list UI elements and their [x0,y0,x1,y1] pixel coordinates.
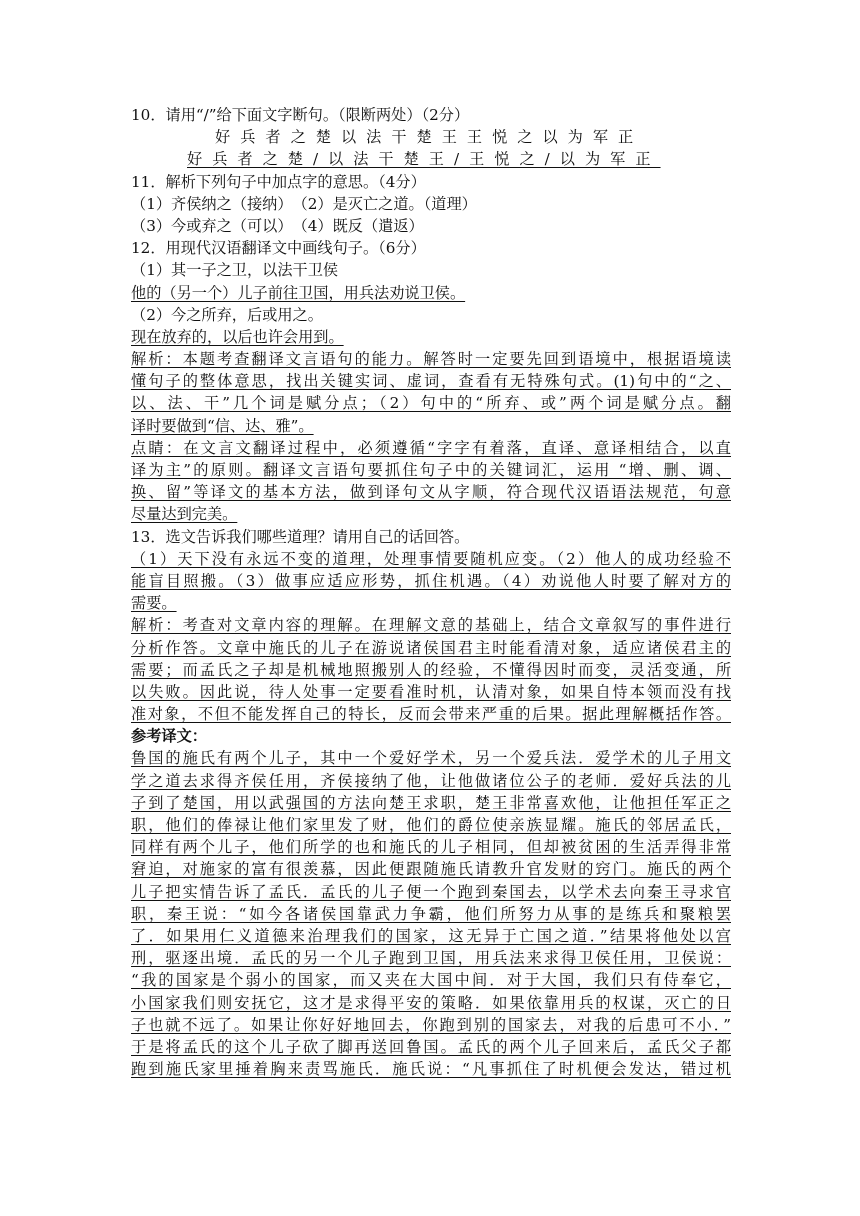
q10-answer [131,148,731,170]
translation-line: 子也就不远了。如果让你好好地回去，你跑到别的国家去，对我的后患可不小．” [131,1015,731,1034]
translation-line: 子到了楚国，用以武强国的方法向楚王求职，楚王非常喜欢他，让他担任军正之 [131,793,731,812]
q12-question: 12．用现代汉语翻译文中画线句子。（6分） [131,239,426,258]
q10-question: 10．请用“/”给下面文字断句。（限断两处）（2分） [131,106,470,124]
q13-answer-line [131,592,731,614]
q12-answer-1-text: 他的（另一个）儿子前往卫国，用兵法劝说卫侯。 [131,283,466,302]
q10-answer-text: 好兵者之楚/以法干楚王/王悦之/以为军正 [187,150,661,169]
translation-line: 鲁国的施氏有两个儿子，其中一个爱好学术，另一个爱兵法．爱学术的儿子用文 [131,749,731,768]
q12-answer-2 [131,326,731,348]
q13-answer-last: 需要。 [131,594,177,613]
q13-analysis-line: 准对象，不但不能发挥自己的特长，反而会带来严重的后果。据此理解概括作答。 [131,705,731,724]
translation-line: 职，秦王说：“如今各诸侯国靠武力争霸，他们所努力从事的是练兵和聚粮罢 [131,904,731,923]
document-page [131,104,731,1080]
q13-analysis-line: 需要；而孟氏之子却是机械地照搬别人的经验，不懂得因时而变，灵活变通，所 [131,660,731,679]
translation-heading: 参考译文： [131,727,207,746]
translation-line: 学之道去求得齐侯任用，齐侯接纳了他，让他做诸位公子的老师．爱好兵法的儿 [131,771,731,790]
q13-answer-line: 能盲目照搬。（3）做事应适应形势，抓住机遇。（4）劝说他人时要了解对方的 [131,571,731,590]
q12-analysis-line: 以、法、干”几个词是赋分点；（2）句中的“所弃、或”两个词是赋分点。翻 [131,394,731,413]
translation-line: 窘迫，对施家的富有很羡慕，因此便跟随施氏请教升官发财的窍门。施氏的两个 [131,860,731,879]
q13-analysis-line: 解析：考查对文章内容的理解。在理解文意的基础上，结合文章叙写的事件进行 [131,616,731,635]
translation-line: 小国家我们则安抚它，这才是求得平安的策略．如果依靠用兵的权谋，灭亡的日 [131,993,731,1012]
q11-question: 11．解析下列句子中加点字的意思。（4分） [131,172,426,191]
q12-tips-line: 译为主”的原则。翻译文言语句要抓住句子中的关键词汇，运用 “增、删、调、 [131,461,731,479]
translation-line: 刑，驱逐出境．孟氏的另一个儿子跑到卫国，用兵法来求得卫侯任用，卫侯说： [131,949,731,968]
q12-tips-last: 尽量达到完美。 [131,505,238,524]
q13-analysis-line: 分析作答。文章中施氏的儿子在游说诸侯国君主时能看清对象，适应诸侯君主的 [131,638,731,657]
q11-row2: （3）今或弃之（可以） （4）既反（遣返） [131,216,424,235]
q12-answer-1 [131,282,731,304]
q12-analysis-line [131,415,731,437]
q13-question: 13．选文告诉我们哪些道理？请用自己的话回答。 [131,527,470,546]
q12-sentence-1: （1）其一子之卫，以法干卫侯 [131,261,339,280]
q10-text: 好兵者之楚以法干楚王王悦之以为军正 [215,128,644,147]
q12-answer-2-text: 现在放弃的，以后也许会用到。 [131,327,344,346]
translation-line: 跑到施氏家里捶着胸来责骂施氏．施氏说：“凡事抓住了时机便会发达，错过机 [131,1060,731,1079]
translation-line: 儿子把实情告诉了孟氏．孟氏的儿子便一个跑到秦国去，以学术去向秦王寻求官 [131,882,731,901]
q12-tips-line: 换、留”等译文的基本方法，做到译句文从字顺，符合现代汉语语法规范，句意 [131,483,731,502]
q12-tips-line [131,503,731,525]
q12-tips-line: 点睛：在文言文翻译过程中，必须遵循“字字有着落，直译、意译相结合，以直 [131,438,731,457]
q11-row1: （1）齐侯纳之（接纳） （2）是灭亡之道。（道理） [131,194,477,213]
translation-line: 职，他们的俸禄让他们家里发了财，他们的爵位使亲族显耀。施氏的邻居孟氏， [131,816,731,834]
q12-analysis-last: 译时要做到“信、达、雅”。 [131,416,314,435]
translation-line: 了．如果用仁义道德来治理我们的国家，这无异于亡国之道．”结果将他处以宫 [131,926,731,945]
translation-line: 于是将孟氏的这个儿子砍了脚再送回鲁国。孟氏的两个儿子回来后，孟氏父子都 [131,1037,731,1056]
translation-line: 同样有两个儿子，他们所学的也和施氏的儿子相同，但却被贫困的生活弄得非常 [131,838,731,857]
q13-answer-line: （1）天下没有永远不变的道理，处理事情要随机应变。（2）他人的成功经验不 [131,549,731,568]
q12-analysis-line: 懂句子的整体意思，找出关键实词、虚词，查看有无特殊句式。(1)句中的“之、 [131,372,731,391]
q12-analysis-line: 解析：本题考查翻译文言语句的能力。解答时一定要先回到语境中，根据语境读 [131,350,731,369]
q12-sentence-2: （2）今之所弃，后或用之。 [131,305,323,324]
translation-line: “我的国家是个弱小的国家，而又夹在大国中间．对于大国，我们只有侍奉它， [131,971,731,990]
q13-analysis-line: 以失败。因此说，待人处事一定要看准时机，认清对象，如果自恃本领而没有找 [131,682,731,701]
